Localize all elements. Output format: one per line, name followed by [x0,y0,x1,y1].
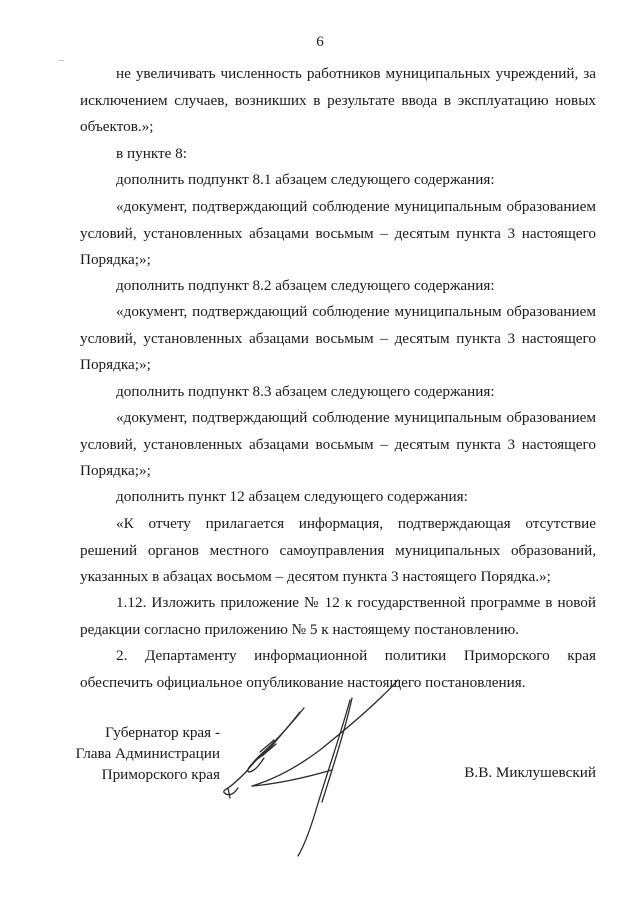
text-line: условий, установленных абзацами восьмым – десятым пункта 3 настоящего [80,435,596,453]
paragraph-subpoint-8-2 [80,273,596,300]
text-line: не увеличивать численность работников муниципальных учреждений, за [116,65,596,82]
text-line: условий, установленных абзацами восьмым – десятым пункта 3 настоящего [80,329,596,347]
signer-title [40,722,220,785]
text-line: Порядка;»; [80,356,151,373]
scan-speck [58,60,64,61]
text-line: в пункте 8: [116,145,187,162]
text-line: Порядка;»; [80,462,151,479]
text-line: объектов.»; [80,118,154,135]
quote-subpoint-8-1 [80,194,596,274]
paragraph-point-8 [80,141,596,168]
text-line: решений органов местного самоуправления муниципальных образований, [80,541,596,559]
signer-title-line: Приморского края [101,766,220,783]
quote-subpoint-8-2 [80,299,596,379]
text-line: дополнить подпункт 8.3 абзацем следующего содержания: [116,383,495,400]
text-line: указанных в абзацах восьмом – десятом пункта 3 настоящего Порядка.»; [80,568,551,585]
text-line: 2. Департаменту информационной политики Приморского края [116,647,596,664]
paragraph-point-12 [80,484,596,511]
text-line: редакции согласно приложению № 5 к настоящему постановлению. [80,620,520,638]
text-line: условий, установленных абзацами восьмым – десятым пункта 3 настоящего [80,224,596,242]
text-line: исключением случаев, возникших в результате ввода в эксплуатацию новых [80,91,596,109]
signer-name: В.В. Миклушевский [464,764,596,781]
handwritten-signature [200,660,430,860]
signer-title-line: Глава Администрации [75,745,220,762]
text-line: дополнить подпункт 8.1 абзацем следующего содержания: [116,171,495,188]
text-line: «К отчету прилагается информация, подтверждающая отсутствие [116,515,596,532]
paragraph-subpoint-8-3 [80,379,596,406]
quote-subpoint-8-3 [80,405,596,485]
text-line: «документ, подтверждающий соблюдение муниципальным образованием [116,303,596,320]
text-line: обеспечить официальное опубликование настоящего постановления. [80,673,526,691]
page-number: 6 [316,34,324,50]
text-line: 1.12. Изложить приложение № 12 к государственной программе в новой [116,594,596,611]
text-line: дополнить подпункт 8.2 абзацем следующего содержания: [116,277,495,294]
paragraph-subpoint-8-1 [80,167,596,194]
text-line: Порядка;»; [80,251,151,268]
text-line: дополнить пункт 12 абзацем следующего содержания: [116,488,468,505]
signer-title-line: Губернатор края - [105,724,220,741]
paragraph-1-12 [80,590,596,643]
text-line: «документ, подтверждающий соблюдение муниципальным образованием [116,198,596,215]
text-line: «документ, подтверждающий соблюдение муниципальным образованием [116,409,596,426]
paragraph-staff-limit [80,61,596,141]
quote-point-12 [80,511,596,591]
